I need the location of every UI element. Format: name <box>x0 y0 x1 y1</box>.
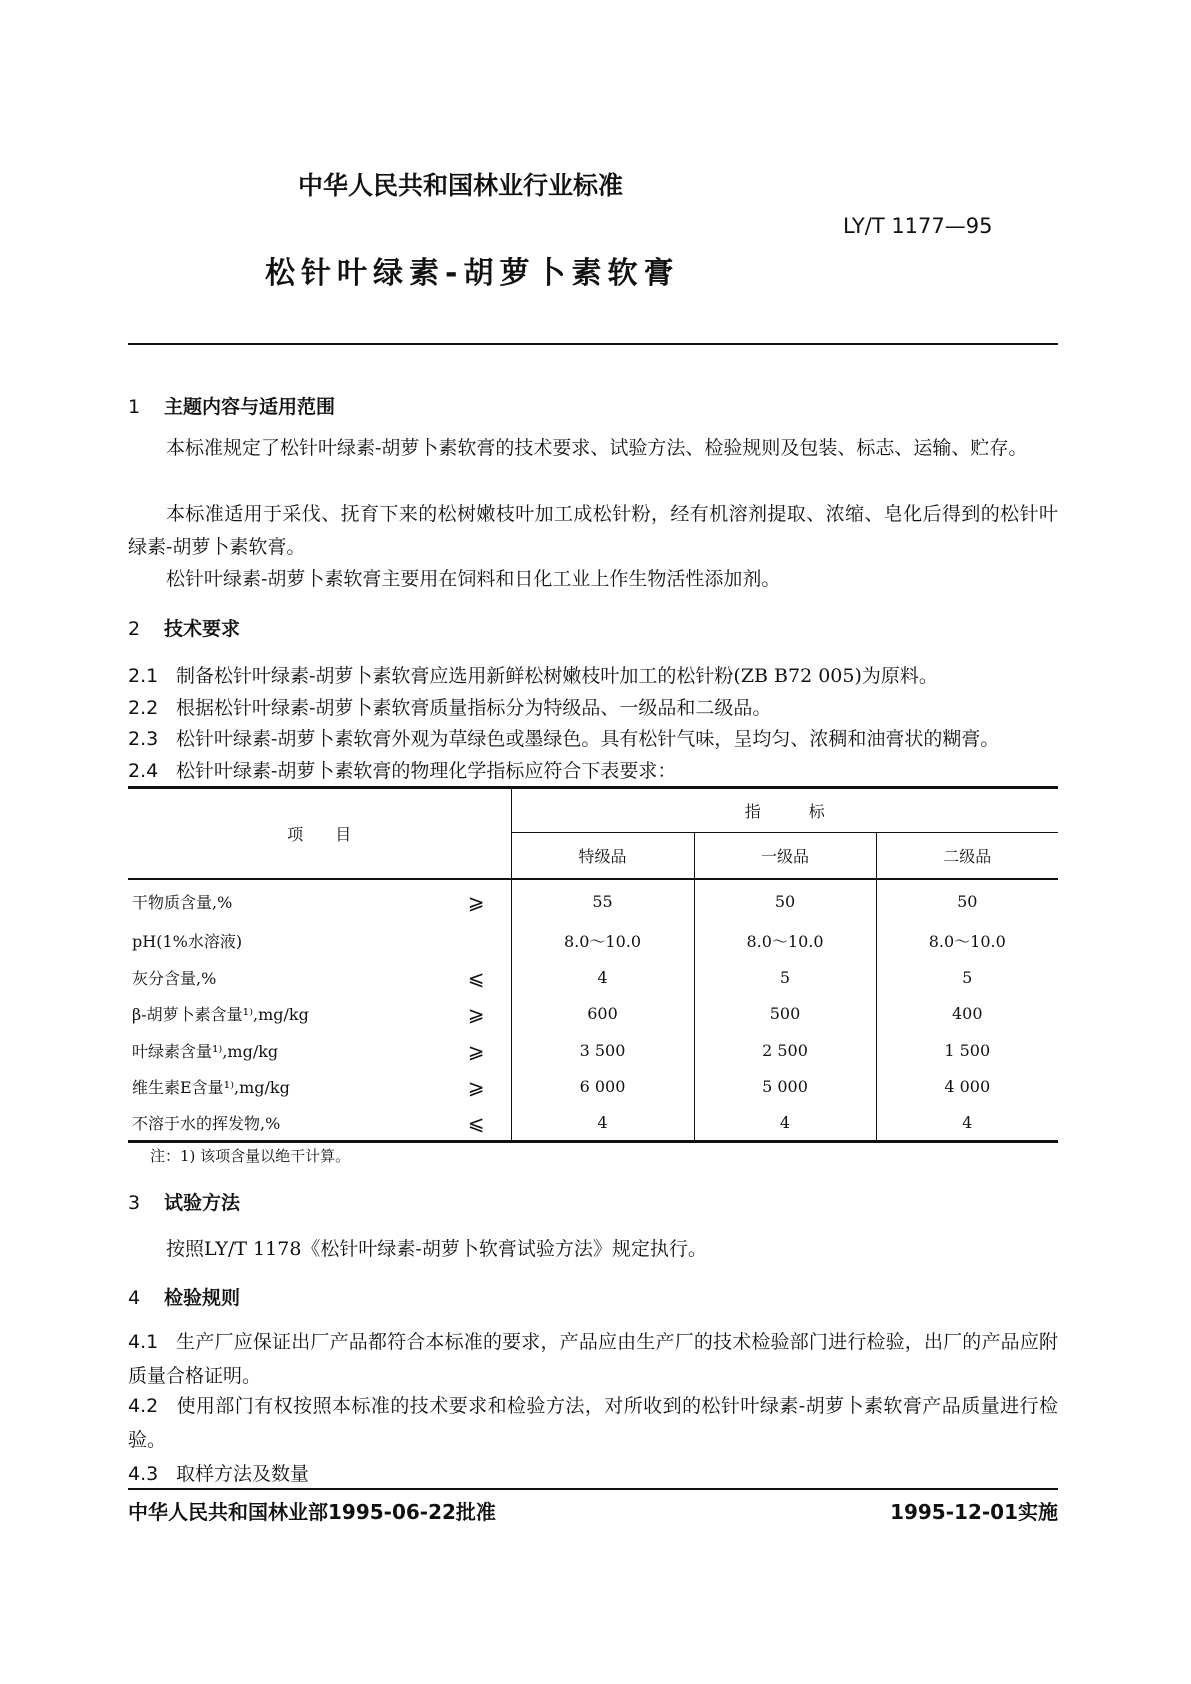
footer-rule <box>128 1488 1058 1490</box>
item-label: 不溶于水的挥发物,% <box>132 1114 281 1133</box>
item-label: 灰分含量,% <box>132 968 217 988</box>
row-item <box>128 1069 511 1106</box>
section-1-para-3: 松针叶绿素-胡萝卜素软膏主要用在饲料和日化工业上作生物活性添加剂。 <box>166 568 781 590</box>
issuing-authority: 中华人民共和国林业行业标准 <box>298 171 624 200</box>
grade-value: 55 <box>511 879 694 923</box>
section-2-heading: 2 技术要求 <box>128 618 241 640</box>
section-1-para-1: 本标准规定了松针叶绿素-胡萝卜素软膏的技术要求、试验方法、检验规则及包装、标志、运输、贮存。 <box>166 437 1028 459</box>
grade-header: 特级品 <box>511 833 694 879</box>
clause-4-1: 4.1 生产厂应保证出厂产品都符合本标准的要求，产品应由生产厂的技术检验部门进行检验，出厂的产品应附质量合格证明。 <box>128 1331 1058 1387</box>
header-rule <box>128 343 1058 345</box>
document-title: 松针叶绿素-胡萝卜素软膏 <box>265 256 680 291</box>
comparison-operator: ⩾ <box>467 889 485 914</box>
grade-value: 8.0～10.0 <box>876 923 1058 960</box>
comparison-operator: ⩽ <box>467 965 485 990</box>
item-label: 叶绿素含量¹⁾,mg/kg <box>132 1041 279 1061</box>
section-3-para: 按照LY/T 1178《松针叶绿素-胡萝卜软膏试验方法》规定执行。 <box>166 1238 707 1260</box>
grade-value: 600 <box>511 996 694 1033</box>
grade-value: 500 <box>694 996 876 1033</box>
grade-value: 8.0～10.0 <box>511 923 694 960</box>
section-4-heading: 4 检验规则 <box>128 1287 241 1309</box>
item-label: 干物质含量,% <box>132 892 233 912</box>
effective-date: 1995-12-01实施 <box>890 1500 1058 1524</box>
grade-value: 4 <box>511 1105 694 1142</box>
grade-value: 5 000 <box>694 1069 876 1106</box>
standard-code: LY/T 1177—95 <box>843 214 993 238</box>
item-label: pH(1%水溶液) <box>132 932 243 952</box>
grade-value: 4 <box>511 959 694 996</box>
section-3-heading: 3 试验方法 <box>128 1192 241 1214</box>
grade-value: 5 <box>876 959 1058 996</box>
clause-4-2: 4.2 使用部门有权按照本标准的技术要求和检验方法，对所收到的松针叶绿素-胡萝卜素软膏产品质量进行检验。 <box>128 1395 1058 1451</box>
row-item <box>128 1105 511 1142</box>
section-1-heading: 1 主题内容与适用范围 <box>128 396 336 418</box>
grade-value: 5 <box>694 959 876 996</box>
grade-header: 二级品 <box>876 833 1058 879</box>
grade-value: 4 <box>876 1105 1058 1142</box>
clause-4-3: 4.3 取样方法及数量 <box>128 1463 310 1485</box>
clause-2-3: 2.3 松针叶绿素-胡萝卜素软膏外观为草绿色或墨绿色。具有松针气味，呈均匀、浓稠和油膏状的糊膏。 <box>128 728 1000 750</box>
comparison-operator: ⩾ <box>467 1002 485 1027</box>
grade-value: 400 <box>876 996 1058 1033</box>
grade-value: 4 000 <box>876 1069 1058 1106</box>
item-label: β-胡萝卜素含量¹⁾,mg/kg <box>132 1005 309 1025</box>
row-item <box>128 996 511 1033</box>
grade-value: 4 <box>694 1105 876 1142</box>
table-row <box>128 1032 1058 1069</box>
comparison-operator: ⩽ <box>467 1111 485 1135</box>
row-item <box>128 959 511 996</box>
row-item <box>128 1032 511 1069</box>
physicochemical-table <box>128 786 1058 1143</box>
grade-value: 50 <box>694 879 876 923</box>
clause-2-4: 2.4 松针叶绿素-胡萝卜素软膏的物理化学指标应符合下表要求： <box>128 760 677 782</box>
row-item <box>128 879 511 923</box>
table-row <box>128 1069 1058 1106</box>
grade-value: 8.0～10.0 <box>694 923 876 960</box>
table-row <box>128 1105 1058 1142</box>
row-item <box>128 923 511 960</box>
table-row <box>128 923 1058 960</box>
grade-value: 2 500 <box>694 1032 876 1069</box>
section-1-para-2: 本标准适用于采伐、抚育下来的松树嫩枝叶加工成松针粉，经有机溶剂提取、浓缩、皂化后得到的松针叶绿素-胡萝卜素软膏。 <box>128 503 1058 558</box>
index-header: 指 标 <box>511 788 1058 833</box>
clause-2-1: 2.1 制备松针叶绿素-胡萝卜素软膏应选用新鲜松树嫩枝叶加工的松针粉(ZB B72 005)为原料。 <box>128 665 938 687</box>
clause-2-2: 2.2 根据松针叶绿素-胡萝卜素软膏质量指标分为特级品、一级品和二级品。 <box>128 697 772 719</box>
comparison-operator: ⩾ <box>467 1038 485 1063</box>
approval-date: 中华人民共和国林业部1995-06-22批准 <box>128 1500 496 1524</box>
grade-value: 1 500 <box>876 1032 1058 1069</box>
table-row <box>128 879 1058 923</box>
table-row <box>128 996 1058 1033</box>
grade-value: 50 <box>876 879 1058 923</box>
grade-header: 一级品 <box>694 833 876 879</box>
grade-value: 6 000 <box>511 1069 694 1106</box>
item-header: 项 目 <box>128 788 511 879</box>
item-label: 维生素E含量¹⁾,mg/kg <box>132 1078 290 1098</box>
table-row <box>128 959 1058 996</box>
grade-value: 3 500 <box>511 1032 694 1069</box>
table-note: 注：1) 该项含量以绝干计算。 <box>150 1147 351 1165</box>
comparison-operator: ⩾ <box>467 1075 485 1100</box>
